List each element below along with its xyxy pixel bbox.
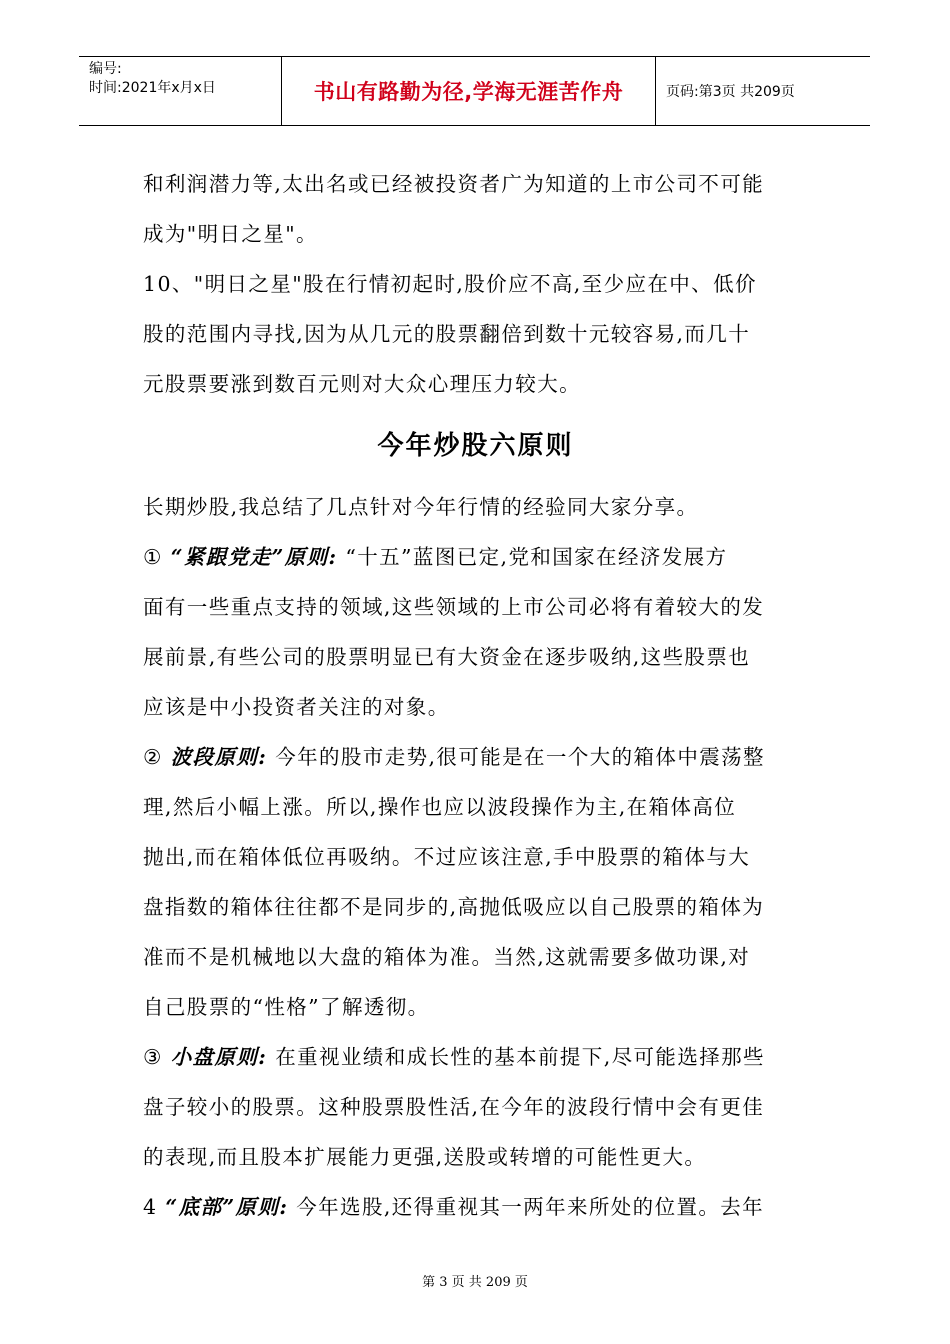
text-line: 盘子较小的股票。这种股票股性活,在今年的波段行情中会有更佳 <box>143 1095 765 1119</box>
page-footer: 第 3 页 共 209 页 <box>422 1275 528 1290</box>
principle-heading: 波段原则: <box>170 745 268 769</box>
principle-number: ① <box>143 545 163 569</box>
principle-heading: “紧跟党走”原则: <box>170 545 338 569</box>
principle-text: 今年选股,还得重视其一两年来所处的位置。去年 <box>296 1195 765 1219</box>
text-line: 的表现,而且股本扩展能力更强,送股或转增的可能性更大。 <box>143 1145 707 1169</box>
time-label: 时间:2021年x月x日 <box>89 80 216 96</box>
principle-number: ③ <box>143 1045 163 1069</box>
text-line: 元股票要涨到数百元则对大众心理压力较大。 <box>143 372 581 396</box>
principle-2-line <box>143 740 765 770</box>
principle-number: ② <box>143 745 163 769</box>
principle-1-line <box>143 540 727 570</box>
principle-heading: 小盘原则: <box>170 1045 268 1069</box>
text-line: 理,然后小幅上涨。所以,操作也应以波段操作为主,在箱体高位 <box>143 795 737 819</box>
text-line: 股的范围内寻找,因为从几元的股票翻倍到数十元较容易,而几十 <box>143 322 751 346</box>
text-line: 10、"明日之星"股在行情初起时,股价应不高,至少应在中、低价 <box>143 272 757 296</box>
principle-text: 今年的股市走势,很可能是在一个大的箱体中震荡整 <box>275 745 765 769</box>
text-line: 应该是中小投资者关注的对象。 <box>143 695 450 719</box>
section-title: 今年炒股六原则 <box>377 431 574 461</box>
text-line: 展前景,有些公司的股票明显已有大资金在逐步吸纳,这些股票也 <box>143 645 751 669</box>
text-line: 自己股票的“性格”了解透彻。 <box>143 995 430 1019</box>
text-line: 和利润潜力等,太出名或已经被投资者广为知道的上市公司不可能 <box>143 172 765 196</box>
text-line: 面有一些重点支持的领域,这些领域的上市公司必将有着较大的发 <box>143 595 765 619</box>
principle-3-line <box>143 1040 765 1070</box>
principle-heading: “底部”原则: <box>165 1195 289 1219</box>
text-line: 长期炒股,我总结了几点针对今年行情的经验同大家分享。 <box>143 495 699 519</box>
text-line: 成为"明日之星"。 <box>143 222 318 246</box>
header-motto: 书山有路勤为径,学海无涯苦作舟 <box>281 57 656 125</box>
text-line: 抛出,而在箱体低位再吸纳。不过应该注意,手中股票的箱体与大 <box>143 845 751 869</box>
page-header <box>79 56 870 126</box>
header-page-info: 页码:第3页 共209页 <box>666 84 795 100</box>
text-line: 准而不是机械地以大盘的箱体为准。当然,这就需要多做功课,对 <box>143 945 751 969</box>
principle-text: “十五”蓝图已定,党和国家在经济发展方 <box>345 545 728 569</box>
text-line: 盘指数的箱体往往都不是同步的,高抛低吸应以自己股票的箱体为 <box>143 895 765 919</box>
header-meta <box>79 57 281 125</box>
principle-number: 4 <box>143 1195 158 1219</box>
principle-4-line <box>143 1190 764 1220</box>
number-label: 编号: <box>89 61 122 77</box>
principle-text: 在重视业绩和成长性的基本前提下,尽可能选择那些 <box>275 1045 765 1069</box>
